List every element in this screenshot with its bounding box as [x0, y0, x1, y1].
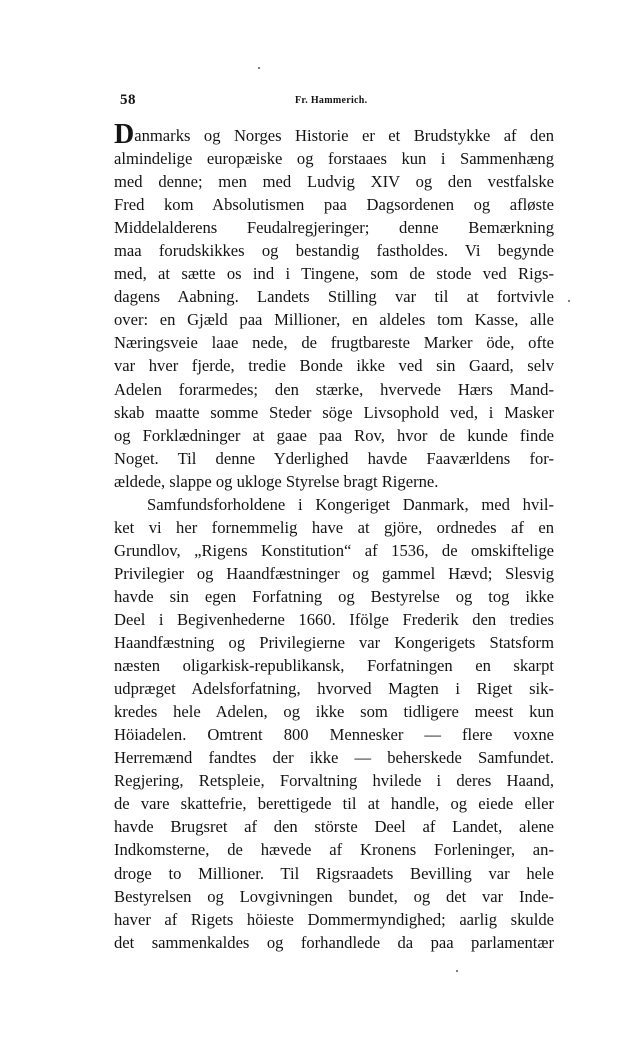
text-line: med denne; men med Ludvig XIV og den vestfalske: [114, 172, 554, 192]
drop-cap: D: [114, 119, 135, 150]
paper-speck: [568, 300, 570, 302]
text-line: ket vi her fornemmelig have at gjöre, ordnedes af en: [114, 517, 554, 537]
text-line: Deel i Begivenhederne 1660. Ifölge Frederik den tredies: [114, 609, 554, 629]
line-text: anmarks og Norges Historie er et Brudstykke af den: [134, 126, 554, 145]
paragraph: [114, 493, 554, 954]
text-line: Indkomsterne, de hævede af Kronens Forleninger, an-: [114, 840, 554, 860]
paper-speck: [456, 970, 458, 972]
text-line: haver af Rigets höieste Dommermyndighed; aarlig skulde: [114, 909, 554, 929]
text-line: Privilegier og Haandfæstninger og gammel Hævd; Slesvig: [114, 563, 554, 583]
text-line: Middelalderens Feudalregjeringer; denne Bemærkning: [114, 218, 554, 238]
text-line: Höiadelen. Omtrent 800 Mennesker — flere voxne: [114, 725, 554, 745]
text-line: og Forklædninger at gaae paa Rov, hvor de kunde finde: [114, 425, 554, 445]
text-line: Samfundsforholdene i Kongeriget Danmark, med hvil-: [147, 494, 554, 514]
text-line: almindelige europæiske og forstaaes kun i Sammenhæng: [114, 149, 554, 169]
text-line: Fred kom Absolutismen paa Dagsordenen og afløste: [114, 195, 554, 215]
text-line: maa forudskikkes og bestandig fastholdes. Vi begynde: [114, 241, 554, 261]
text-line: de vare skattefrie, berettigede til at handle, og eiede eller: [114, 794, 554, 814]
text-line: Noget. Til denne Yderlighed havde Faaværldens for-: [114, 448, 554, 468]
text-line: skab maatte somme Steder söge Livsophold ved, i Masker: [114, 402, 554, 422]
body-text: [114, 119, 554, 954]
page-header: [120, 92, 550, 112]
text-line: Regjering, Retspleie, Forvaltning hvilede i deres Haand,: [114, 771, 554, 791]
text-line: Haandfæstning og Privilegierne var Kongerigets Statsform: [114, 633, 554, 653]
paragraph: [114, 119, 554, 493]
text-line: udpræget Adelsforfatning, hvorved Magten i Riget sik-: [114, 679, 554, 699]
text-line: Næringsveie laae nede, de frugtbareste Marker öde, ofte: [114, 333, 554, 353]
text-line: havde Brugsret af den störste Deel af Landet, alene: [114, 817, 554, 837]
text-line: det sammenkaldes og forhandlede da paa parlamentær: [114, 932, 554, 952]
paper-speck: [258, 67, 260, 69]
text-line: dagens Aabning. Landets Stilling var til at fortvivle: [114, 287, 554, 307]
text-line: havde sin egen Forfatning og Bestyrelse og tog ikke: [114, 586, 554, 606]
page-number: 58: [120, 92, 136, 108]
text-line: Bestyrelsen og Lovgivningen bundet, og det var Inde-: [114, 886, 554, 906]
text-line: Adelen forarmedes; den stærke, hvervede Hærs Mand-: [114, 379, 554, 399]
text-line: [114, 119, 554, 150]
text-line: kredes hele Adelen, og ikke som tidligere meest kun: [114, 702, 554, 722]
text-line: droge to Millioner. Til Rigsraadets Bevilling var hele: [114, 863, 554, 883]
text-line: var hver fjerde, tredie Bonde ikke ved sin Gaard, selv: [114, 356, 554, 376]
text-line: over: en Gjæld paa Millioner, en aldeles tom Kasse, alle: [114, 310, 554, 330]
text-line: med, at sætte os ind i Tingene, som de stode ved Rigs-: [114, 264, 554, 284]
text-line: ældede, slappe og ukloge Styrelse bragt Rigerne.: [114, 471, 439, 491]
text-line: Herremænd fandtes der ikke — beherskede Samfundet.: [114, 748, 554, 768]
running-head: Fr. Hammerich.: [295, 95, 368, 106]
text-line: Grundlov, „Rigens Konstitution“ af 1536, de omskiftelige: [114, 540, 554, 560]
text-line: næsten oligarkisk-republikansk, Forfatningen en skarpt: [114, 656, 554, 676]
